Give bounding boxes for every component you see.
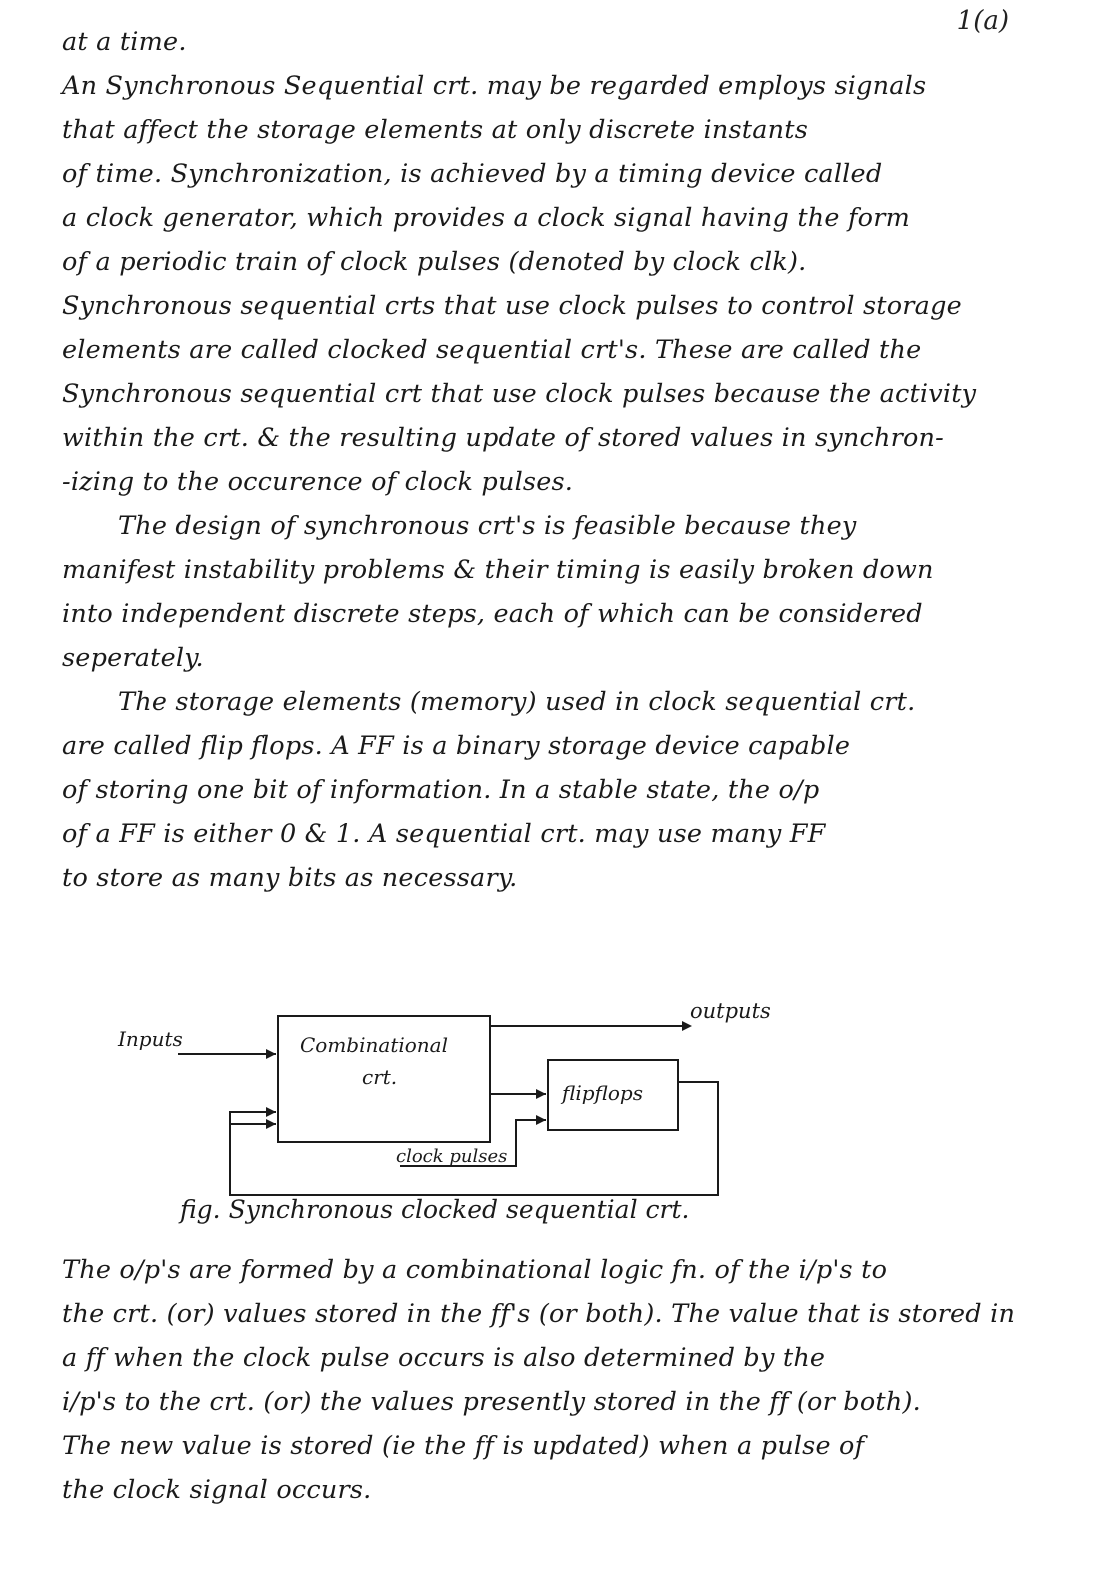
arrow-head xyxy=(266,1049,276,1059)
text-block-bottom xyxy=(62,1248,1052,1512)
arrow-head xyxy=(266,1119,276,1129)
text-line: seperately. xyxy=(62,643,204,673)
text-line: the crt. (or) values stored in the ff's (or both). The value that is stored in xyxy=(62,1299,1016,1329)
text-line: Synchronous sequential crts that use clock pulses to control storage xyxy=(62,291,962,321)
text-line: manifest instability problems & their timing is easily broken down xyxy=(62,555,934,585)
arrow-head xyxy=(536,1115,546,1125)
text-line: of a FF is either 0 & 1. A sequential crt. may use many FF xyxy=(62,819,826,849)
combinational-label-2: crt. xyxy=(362,1065,398,1089)
arrow-head xyxy=(536,1089,546,1099)
outputs-label: outputs xyxy=(690,999,771,1023)
clock-pulses-label: clock pulses xyxy=(396,1146,508,1167)
text-line: the clock signal occurs. xyxy=(62,1475,372,1505)
text-line: are called flip flops. A FF is a binary storage device capable xyxy=(62,731,851,761)
text-line: a clock generator, which provides a clock signal having the form xyxy=(62,203,910,233)
text-line: The design of synchronous crt's is feasible because they xyxy=(118,511,857,541)
sequential-circuit-diagram xyxy=(100,990,800,1220)
text-line: within the crt. & the resulting update of stored values in synchron- xyxy=(62,423,944,453)
text-line: that affect the storage elements at only discrete instants xyxy=(62,115,809,145)
flipflops-label: flipflops xyxy=(562,1081,643,1105)
feedback-loop xyxy=(230,1082,718,1195)
text-line: of storing one bit of information. In a stable state, the o/p xyxy=(62,775,820,805)
text-line: a ff when the clock pulse occurs is also determined by the xyxy=(62,1343,826,1373)
inputs-label: Inputs xyxy=(118,1027,183,1051)
text-line: at a time. xyxy=(62,27,187,57)
combinational-label: Combinational xyxy=(300,1033,448,1057)
text-line: The storage elements (memory) used in clock sequential crt. xyxy=(118,687,916,717)
text-line: Synchronous sequential crt that use clock pulses because the activity xyxy=(62,379,977,409)
text-line: to store as many bits as necessary. xyxy=(62,863,518,893)
text-line: -izing to the occurence of clock pulses. xyxy=(62,467,574,497)
figure-caption: fig. Synchronous clocked sequential crt. xyxy=(180,1195,690,1224)
page-number: 1(a) xyxy=(956,6,1009,36)
text-line: into independent discrete steps, each of which can be considered xyxy=(62,599,923,629)
text-line: The o/p's are formed by a combinational logic fn. of the i/p's to xyxy=(62,1255,888,1285)
text-line: An Synchronous Sequential crt. may be regarded employs signals xyxy=(62,71,927,101)
arrow-head xyxy=(266,1107,276,1117)
text-line: of time. Synchronization, is achieved by a timing device called xyxy=(62,159,883,189)
text-line: of a periodic train of clock pulses (denoted by clock clk). xyxy=(62,247,807,277)
text-line: elements are called clocked sequential crt's. These are called the xyxy=(62,335,922,365)
text-block-top xyxy=(62,20,1052,900)
text-line: The new value is stored (ie the ff is updated) when a pulse of xyxy=(62,1431,865,1461)
text-line: i/p's to the crt. (or) the values presently stored in the ff (or both). xyxy=(62,1387,921,1417)
